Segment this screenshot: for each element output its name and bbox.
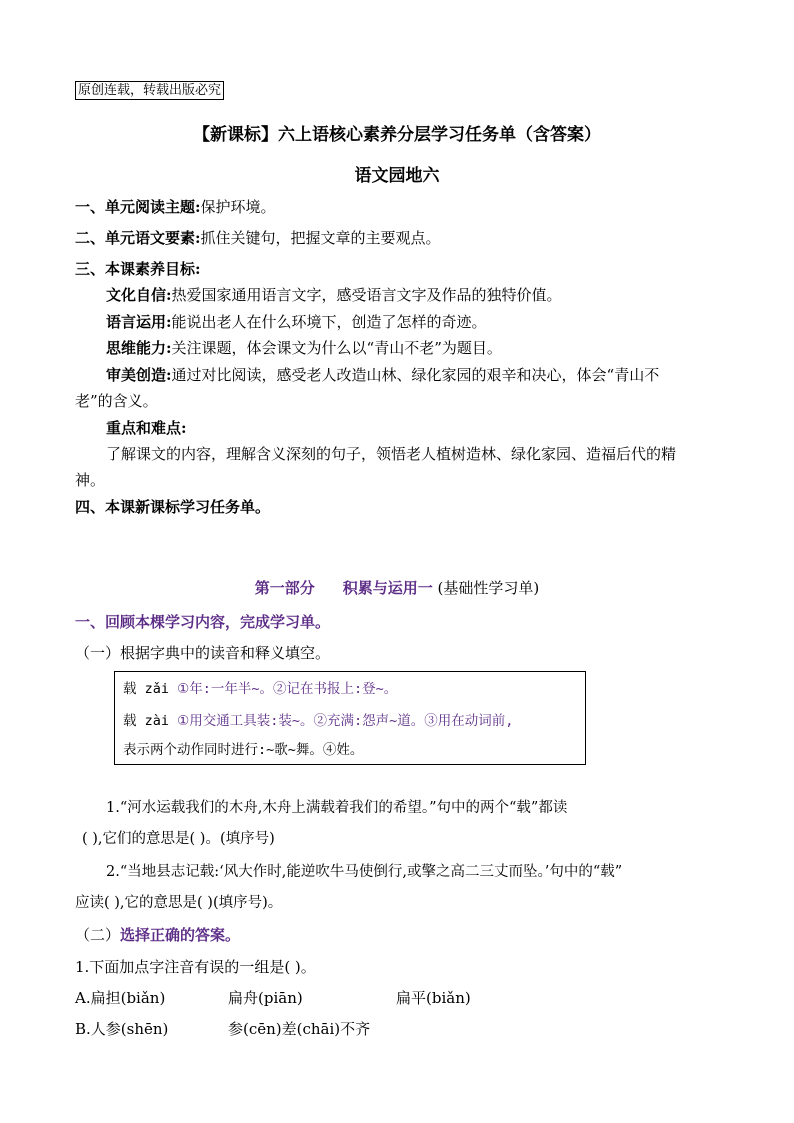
subsection-prefix: （二） — [75, 926, 121, 944]
dict-headword: 载 zǎi — [123, 681, 170, 697]
document-subtitle: 语文园地六 — [354, 166, 440, 186]
subsection-title: 选择正确的答案。 — [120, 926, 241, 944]
question-group-heading: 一、回顾本棵学习内容，完成学习单。 — [75, 613, 331, 631]
key-points-text: 了解课文的内容，理解含义深刻的句子，领悟老人植树造林、绿化家园、造福后代的精 — [106, 445, 677, 463]
goal-thinking — [106, 338, 502, 358]
section-literacy-goals: 三、本课素养目标: — [75, 260, 201, 278]
key-points-label: 重点和难点: — [106, 419, 187, 437]
mc-option-a-2: 扁舟(piān) — [228, 989, 303, 1007]
dict-definition: ①用交通工具装:装~。②充满:怨声~道。③用在动词前, — [169, 713, 514, 729]
section-reading-theme — [75, 197, 276, 217]
question-1: 1.“河水运载我们的木舟,木舟上满载着我们的希望。”句中的两个“载”都读 — [106, 800, 568, 816]
mc-option-b-1: B.人参(shēn) — [75, 1020, 169, 1038]
goal-text: 通过对比阅读，感受老人改造山林、绿化家园的艰辛和决心，体会“青山不 — [171, 366, 660, 384]
dict-definition: ①年:一年半~。②记在书报上:登~。 — [169, 681, 398, 697]
part-name: 积累与运用一 — [342, 579, 433, 597]
section-text: 抓住关键句，把握文章的主要观点。 — [200, 229, 441, 247]
goal-text: 关注课题，体会课文为什么以“青山不老”为题目。 — [171, 339, 502, 357]
goal-label: 思维能力: — [106, 339, 172, 357]
key-points-text-continued: 神。 — [75, 471, 106, 489]
question-2-blanks: 应读( ),它的意思是( )(填序号)。 — [75, 895, 283, 911]
section-label: 二、单元语文要素: — [75, 229, 201, 247]
goal-label: 文化自信: — [106, 286, 172, 304]
question-2: 2.“当地县志记载:‘风大作时,能逆吹牛马使倒行,或擎之高二三丈而坠。’句中的“载” — [106, 864, 623, 880]
section-task-sheet: 四、本课新课标学习任务单。 — [75, 498, 271, 516]
section-language-element — [75, 228, 441, 248]
dict-entry-zai4 — [123, 711, 513, 731]
dict-entry-zai4-continued: 表示两个动作同时进行:~歌~舞。④姓。 — [123, 742, 364, 758]
document-title: 【新课标】六上语核心素养分层学习任务单（含答案） — [193, 125, 601, 145]
goal-language-use — [106, 312, 487, 332]
part-number: 第一部分 — [254, 579, 315, 597]
dict-headword: 载 zài — [123, 713, 170, 729]
dictionary-entry-box — [114, 671, 586, 765]
goal-aesthetic-continued: 老”的含义。 — [75, 392, 158, 410]
mc-option-b-2: 参(cēn)差(chāi)不齐 — [228, 1020, 371, 1038]
question-1-blanks: ( ),它们的意思是( )。(填序号) — [82, 831, 275, 847]
goal-label: 语言运用: — [106, 313, 172, 331]
goal-aesthetic — [106, 365, 659, 385]
mc-option-a-3: 扁平(biǎn) — [396, 989, 471, 1007]
subsection-dictionary: （一）根据字典中的读音和释义填空。 — [75, 644, 331, 662]
subsection-choose — [75, 925, 240, 945]
goal-label: 审美创造: — [106, 366, 172, 384]
section-text: 保护环境。 — [200, 198, 276, 216]
part-type: (基础性学习单) — [437, 579, 540, 597]
mc-option-a-1: A.扁担(biǎn) — [75, 989, 166, 1007]
mc-question-1: 1.下面加点字注音有误的一组是( )。 — [75, 958, 316, 976]
goal-text: 能说出老人在什么环境下，创造了怎样的奇迹。 — [171, 313, 487, 331]
goal-cultural-confidence — [106, 285, 562, 305]
goal-text: 热爱国家通用语言文字，感受语言文字及作品的独特价值。 — [171, 286, 562, 304]
dict-entry-zai3 — [123, 679, 397, 699]
copyright-stamp: 原创连载，转载出版必究 — [75, 81, 224, 100]
part-heading — [0, 577, 794, 598]
section-label: 一、单元阅读主题: — [75, 198, 201, 216]
